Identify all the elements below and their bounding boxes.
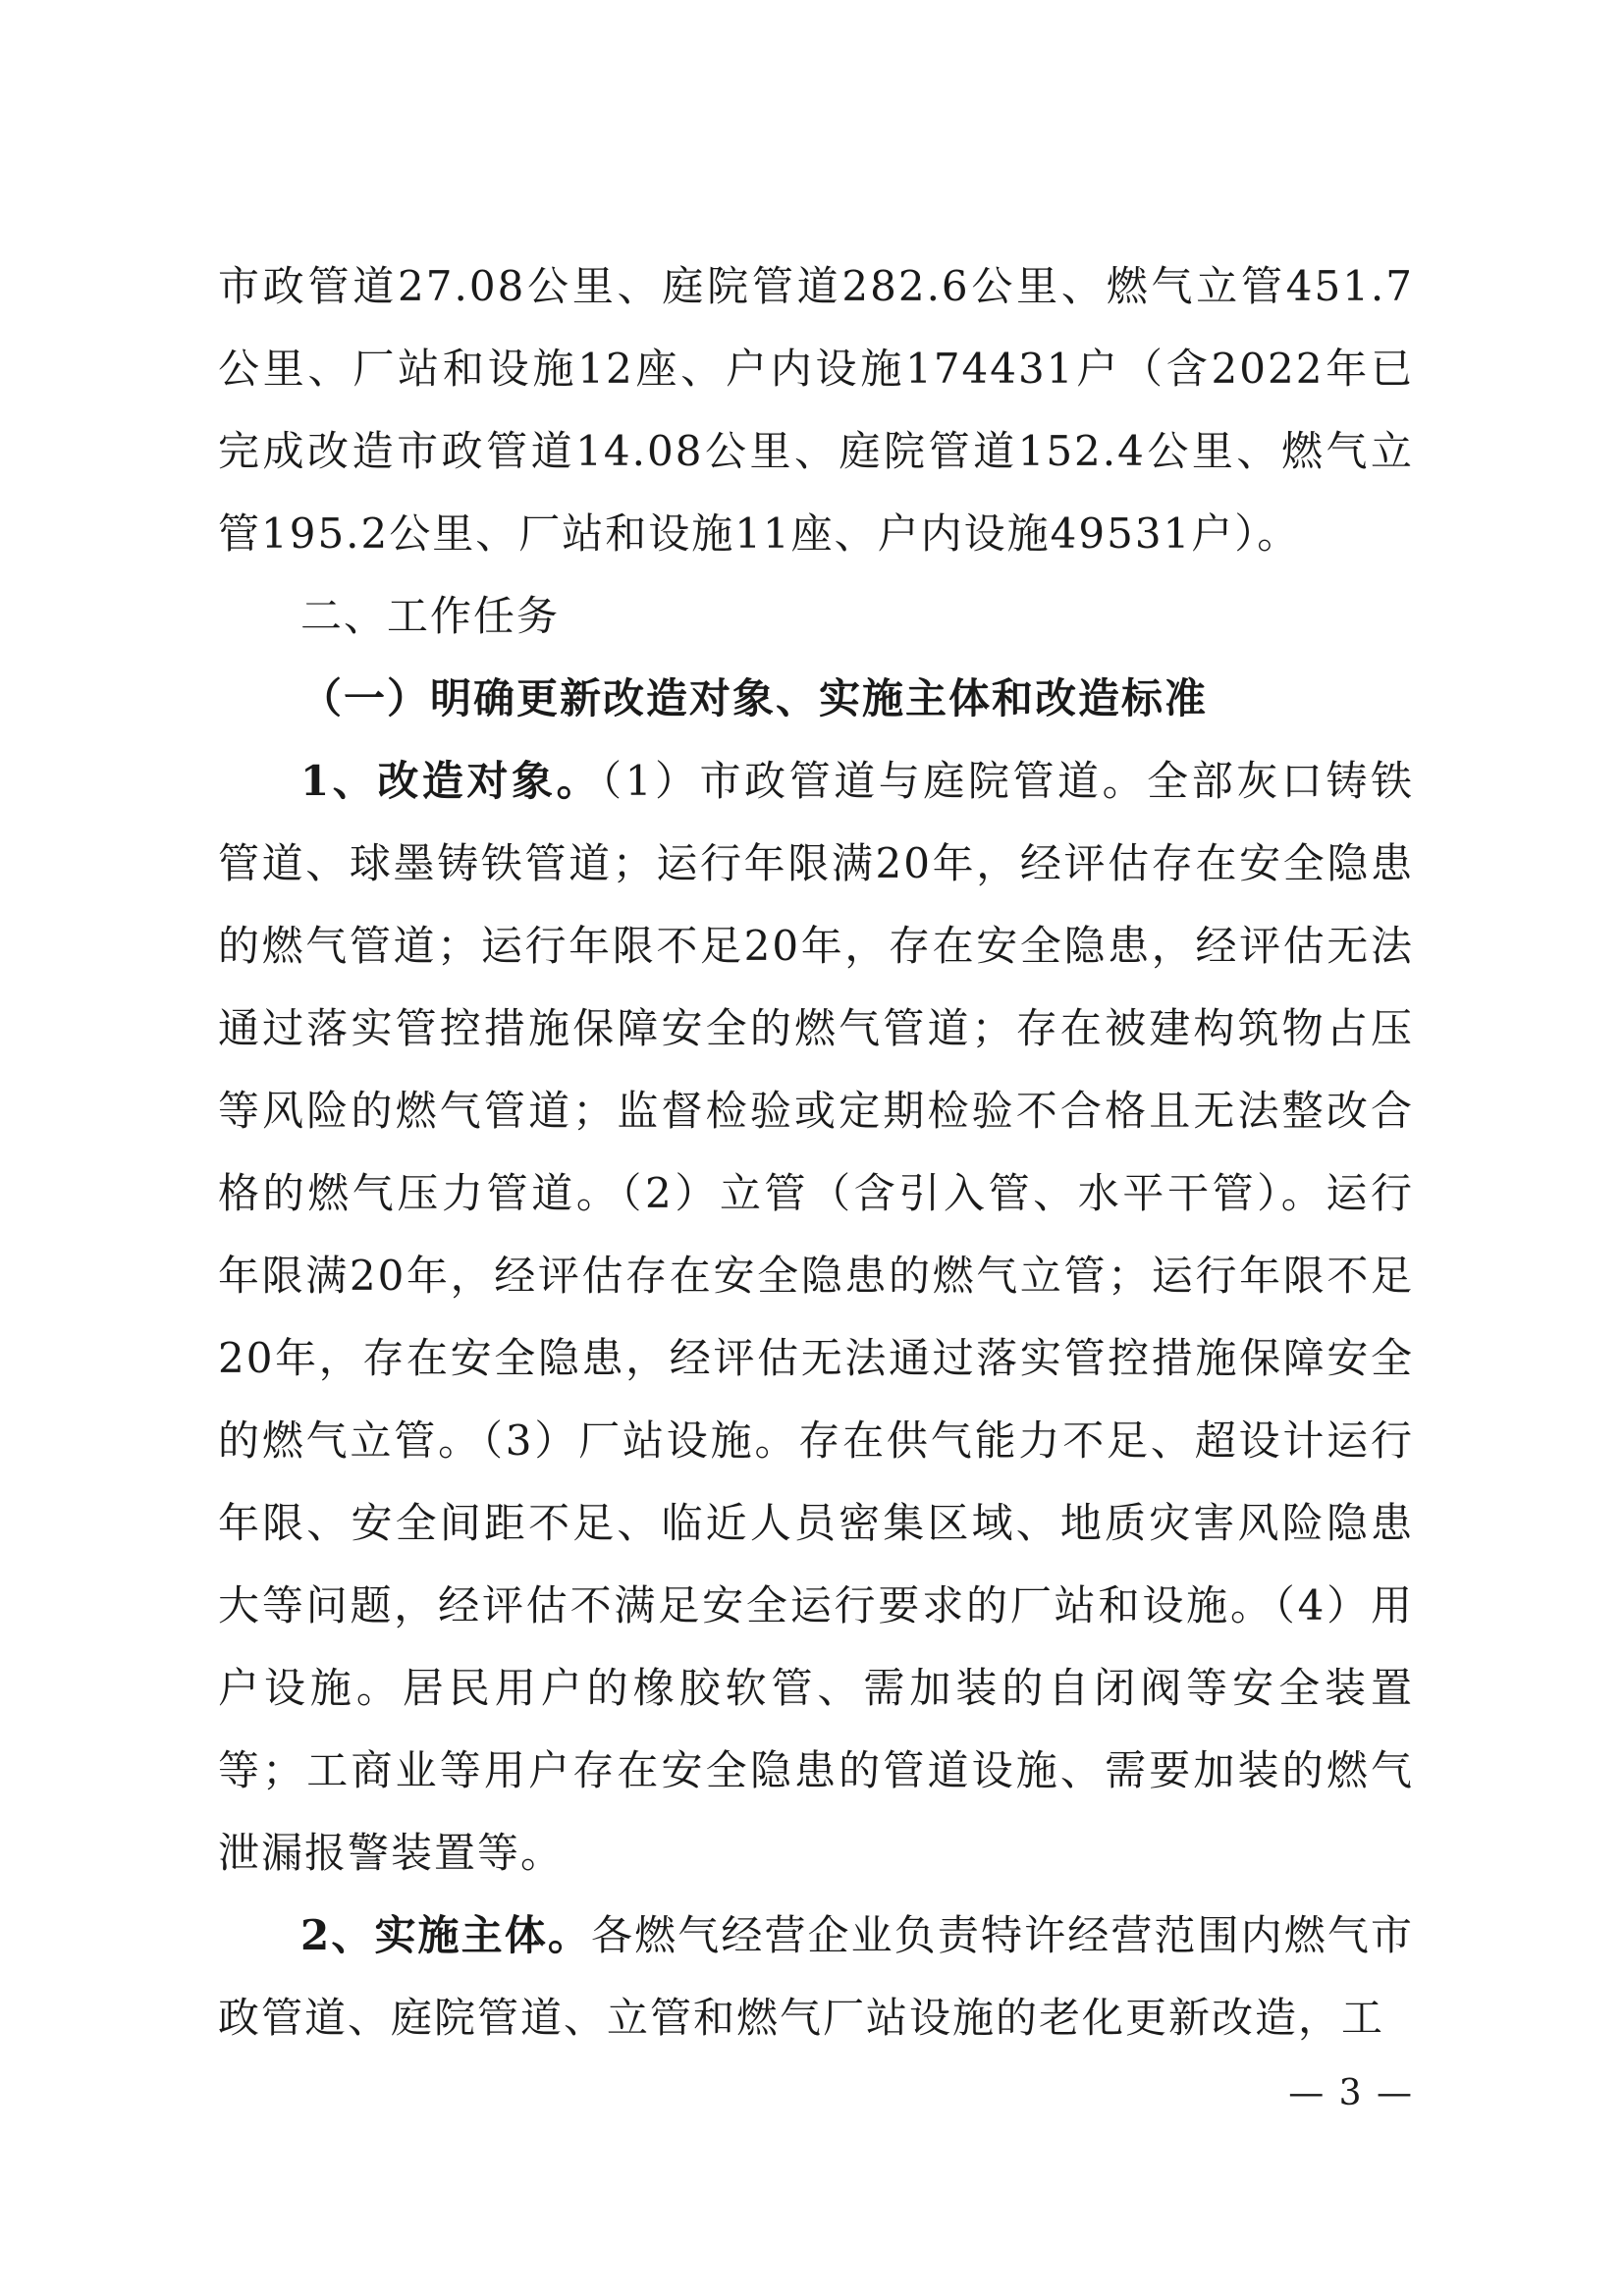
paragraph-item-2 [218, 1895, 1414, 2059]
item-2-text: 各燃气经营企业负责特许经营范围内燃气市政管道、庭院管道、立管和燃气厂站设施的老化更新改造，工 [218, 1911, 1414, 2042]
subsection-heading: （一）明确更新改造对象、实施主体和改造标准 [300, 674, 1209, 722]
section-heading: 二、工作任务 [300, 592, 561, 640]
paragraph-continuation: 市政管道27.08公里、庭院管道282.6公里、燃气立管451.7公里、厂站和设施12座、户内设施174431户（含2022年已完成改造市政管道14.08公里、庭院管道152.4公里、燃气立管195.2公里、厂站和设施11座、户内设施49531户）。 [218, 262, 1414, 558]
paragraph-item-1 [218, 740, 1414, 1895]
page-number: — 3 — [1288, 2073, 1414, 2113]
item-1-text: （1）市政管道与庭院管道。全部灰口铸铁管道、球墨铸铁管道；运行年限满20年，经评估存在安全隐患的燃气管道；运行年限不足20年，存在安全隐患，经评估无法通过落实管控措施保障安全的燃气管道；存在被建构筑物占压等风险的燃气管道；监督检验或定期检验不合格且无法整改合格的燃气压力管道。（2）立管（含引入管、水平干管）。运行年限满20年，经评估存在安全隐患的燃气立管；运行年限不足20年，存在安全隐患，经评估无法通过落实管控措施保障安全的燃气立管。（3）厂站设施。存在供气能力不足、超设计运行年限、安全间距不足、临近人员密集区域、地质灾害风险隐患大等问题，经评估不满足安全运行要求的厂站和设施。（4）用户设施。居民用户的橡胶软管、需加装的自闭阀等安全装置等；工商业等用户存在安全隐患的管道设施、需要加装的燃气泄漏报警装置等。 [218, 757, 1414, 1877]
document-body [218, 245, 1414, 2059]
item-1-lead: 1、改造对象。 [300, 757, 602, 805]
item-2-lead: 2、实施主体。 [300, 1911, 591, 1959]
